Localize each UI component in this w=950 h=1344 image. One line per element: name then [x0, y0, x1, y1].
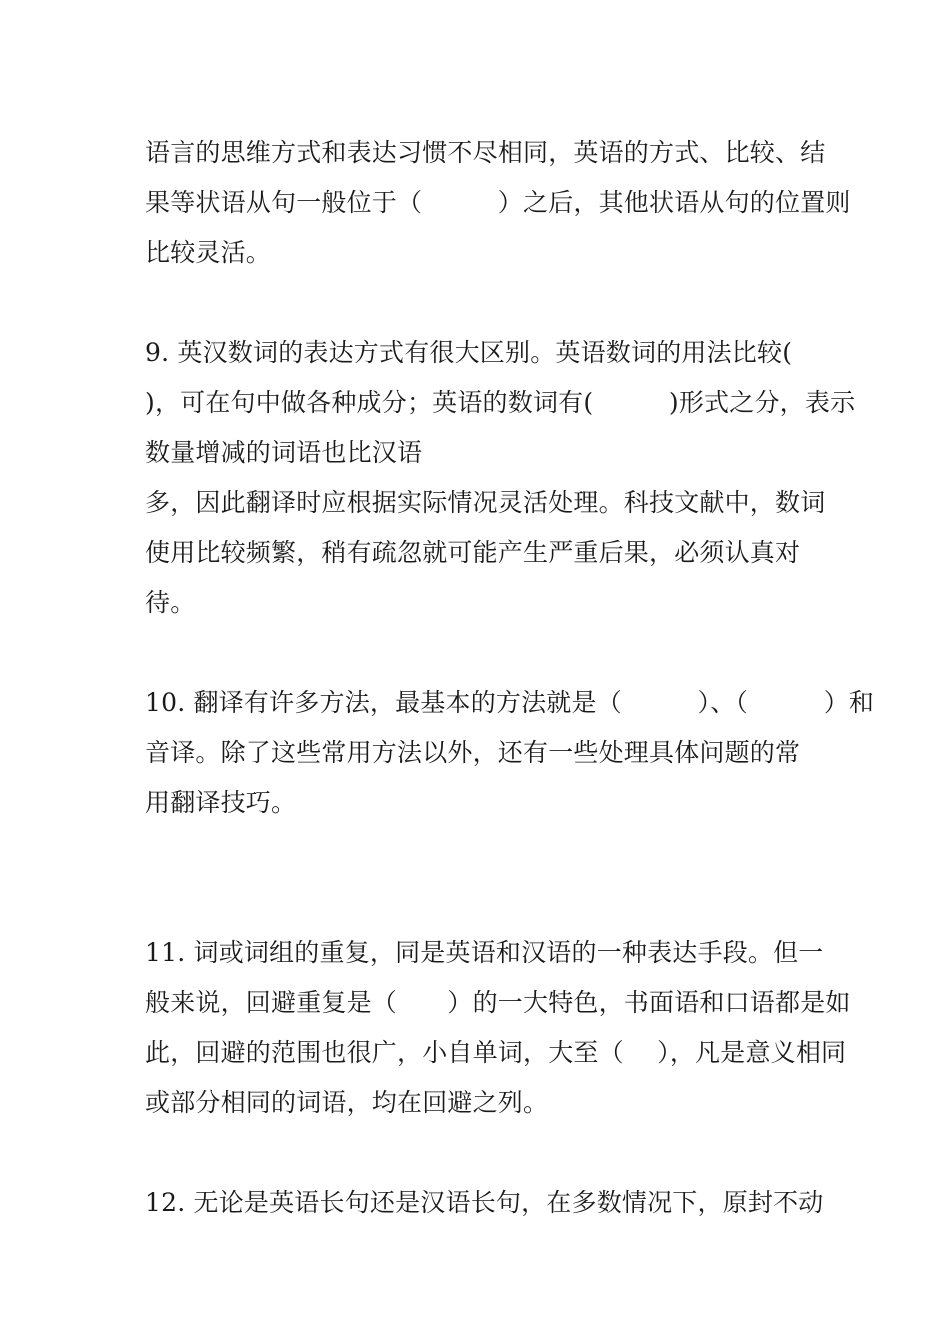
document-page — [145, 128, 875, 1228]
text-line: 比较灵活。 — [145, 238, 272, 267]
text-line: 果等状语从句一般位于（ ）之后，其他状语从句的位置则 — [145, 188, 851, 217]
paragraph-question-11 — [145, 928, 851, 1128]
text-line: 语言的思维方式和表达习惯不尽相同，英语的方式、比较、结 — [145, 138, 826, 167]
paragraph-question-8-continued — [145, 128, 851, 278]
paragraph-spacer — [145, 628, 810, 678]
paragraph-spacer — [145, 1128, 810, 1178]
text-line: 用翻译技巧。 — [145, 788, 297, 817]
text-line: 11. 词或词组的重复，同是英语和汉语的一种表达手段。但一 — [145, 938, 824, 967]
paragraph-question-9 — [145, 328, 856, 628]
text-line: 数量增减的词语也比汉语 — [145, 438, 423, 467]
paragraph-question-12 — [145, 1178, 824, 1228]
text-line: 9. 英汉数词的表达方式有很大区别。英语数词的用法比较( — [145, 338, 793, 367]
text-line: 10. 翻译有许多方法，最基本的方法就是（ ）、（ ）和 — [145, 688, 875, 717]
text-line: 此，回避的范围也很广，小自单词，大至（ ），凡是意义相同 — [145, 1038, 847, 1067]
paragraph-question-10 — [145, 678, 875, 828]
text-line: 12. 无论是英语长句还是汉语长句，在多数情况下，原封不动 — [145, 1188, 824, 1217]
text-line: 使用比较频繁，稍有疏忽就可能产生严重后果，必须认真对 — [145, 538, 801, 567]
paragraph-spacer — [145, 278, 810, 328]
text-line: 或部分相同的词语，均在回避之列。 — [145, 1088, 549, 1117]
text-line: 多，因此翻译时应根据实际情况灵活处理。科技文献中，数词 — [145, 488, 826, 517]
text-line: 音译。除了这些常用方法以外，还有一些处理具体问题的常 — [145, 738, 801, 767]
paragraph-spacer — [145, 828, 810, 928]
text-line: )，可在句中做各种成分；英语的数词有( )形式之分，表示 — [145, 388, 856, 417]
text-line: 般来说，回避重复是（ ）的一大特色，书面语和口语都是如 — [145, 988, 851, 1017]
text-line: 待。 — [145, 588, 196, 617]
